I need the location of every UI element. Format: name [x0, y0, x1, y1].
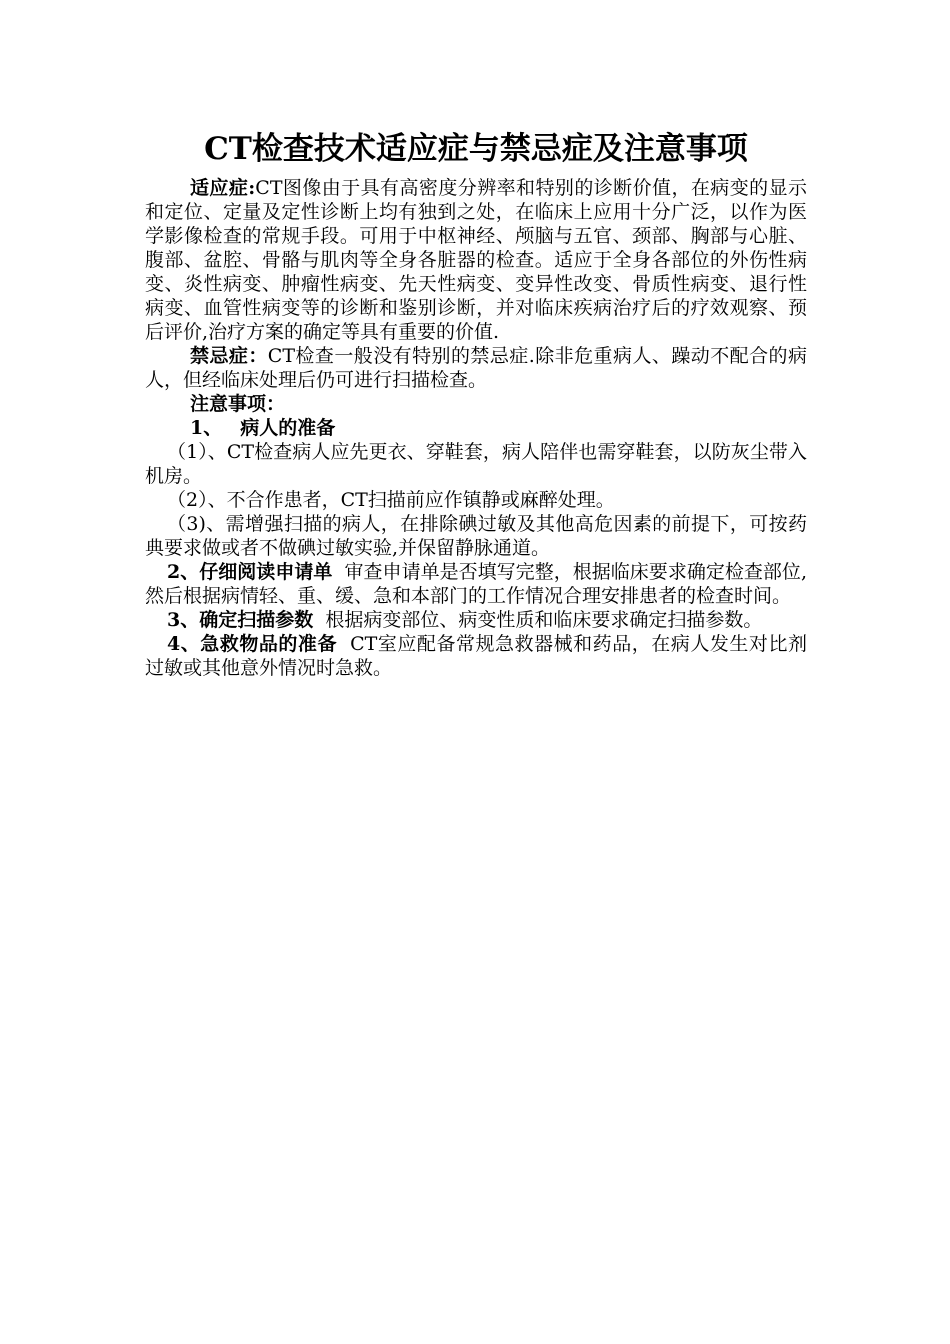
section3-text: 根据病变部位、病变性质和临床要求确定扫描参数。: [325, 609, 763, 631]
section3-heading: 3、确定扫描参数: [167, 609, 314, 631]
section1-item-3: （3)、需增强扫描的病人，在排除碘过敏及其他高危因素的前提下，可按药典要求做或者不做碘过敏实验,并保留静脉通道。: [145, 513, 807, 559]
section1-item-2: （2）、不合作患者，CT扫描前应作镇静或麻醉处理。: [167, 489, 615, 511]
contraindications-paragraph: [145, 344, 807, 392]
document-page: [145, 126, 807, 680]
contraindications-label: 禁忌症：: [190, 345, 268, 367]
indications-paragraph: [145, 176, 807, 344]
section3-paragraph: [145, 608, 807, 632]
section4-text: CT室应配备常规急救器械和药品，在病人发生对比剂过敏或其他意外情况时急救。: [145, 633, 807, 679]
page-title: CT检查技术适应症与禁忌症及注意事项: [204, 131, 748, 167]
section1-item-1: （1）、CT检查病人应先更衣、穿鞋套，病人陪伴也需穿鞋套，以防灰尘带入机房。: [145, 441, 807, 487]
section4-heading: 4、急救物品的准备: [167, 633, 337, 655]
indications-label: 适应症:: [190, 177, 256, 199]
section2-text: 审查申请单是否填写完整，根据临床要求确定检查部位,然后根据病情轻、重、缓、急和本部门的工作情况合理安排患者的检查时间。: [145, 561, 807, 607]
contraindications-text: CT检查一般没有特别的禁忌症.除非危重病人、躁动不配合的病人，但经临床处理后仍可进行扫描检查。: [145, 345, 807, 391]
section1-number: 1、: [190, 417, 223, 439]
section2-paragraph: [145, 560, 807, 608]
section2-heading: 2、仔细阅读申请单: [167, 561, 333, 583]
indications-text: CT图像由于具有高密度分辨率和特别的诊断价值，在病变的显示和定位、定量及定性诊断上均有独到之处，在临床上应用十分广泛，以作为医学影像检查的常规手段。可用于中枢神经、颅脑与五官、颈部、胸部与心脏、腹部、盆腔、骨骼与肌肉等全身各脏器的检查。适应于全身各部位的外伤性病变、炎性病变、肿瘤性病变、先天性病变、变异性改变、骨质性病变、退行性病变、血管性病变等的诊断和鉴别诊断，并对临床疾病治疗后的疗效观察、预后评价,治疗方案的确定等具有重要的价值.: [145, 177, 807, 343]
notes-label: 注意事项：: [190, 393, 286, 415]
section4-paragraph: [145, 632, 807, 680]
section1-heading: 病人的准备: [240, 417, 336, 439]
section1-heading-line: [145, 416, 807, 440]
